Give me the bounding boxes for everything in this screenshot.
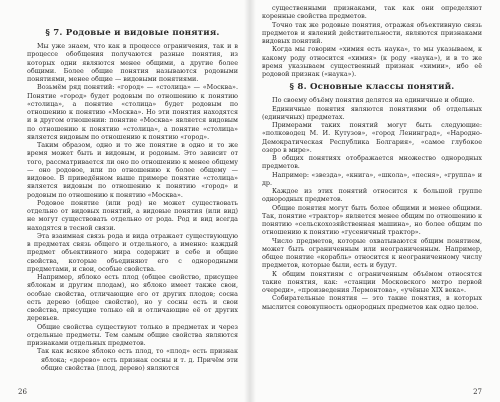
paragraph: Число предметов, которые охватываются общим понятием, может быть ограниченным или неограниченным. Например, общее понятие «корабль» относится к неограниченному числу предметов, которые были, есть и будут. [262,236,482,270]
paragraph: Эта взаимная связь рода и вида отражает существующую в предметах связь общего и отдельного, а именно: каждый предмет объективного мира содержит в себе и общие свойства, которые объединяют его с однородными предметами, и свои, особые свойства. [27,231,238,273]
paragraph: Например: «звезда», «книга», «школа», «песня», «группа» и др. [262,170,482,187]
paragraph: Точно так же родовые понятия, отражая объективную связь предметов и явлений действительности, являются признаками видовых понятий. [262,20,482,45]
paragraph: Когда мы говорим «химия есть наука», то мы указываем, к какому роду относится «химия» (к роду «наука»), и в то же время указываем существенный признак «химии», ибо её родовой признак («наука»). [262,45,482,78]
paragraph: В общих понятиях отображается множество однородных предметов. [262,154,482,171]
paragraph: Общие понятия могут быть более общими и менее общими. Так, понятие «трактор» является менее общим по отношению к понятию «сельскохозяйственная машина», но более общим по отношению к понятию «гусеничный трактор». [262,203,482,237]
paragraph: Каждое из этих понятий относится к большой группе однородных предметов. [262,187,482,204]
paragraph: Общие свойства существуют только в предметах и через отдельные предметы. Тем самым общие свойства являются признаками отдельных предметов. [27,322,238,347]
paragraph: По своему объёму понятия делятся на единичные и общие. [272,96,475,105]
paragraph: Мы уже знаем, что как в процессе ограничения, так и в процессе обобщения получаются разные понятия, из которых одни являются менее общими, а другие более общими. Более общие понятия называются родовыми понятиями, менее общие — видовыми понятиями. [27,42,238,83]
paragraph: Таким образом, одно и то же понятие в одно и то же время может быть и видовым, и родовым. Это зависит от того, рассматривается ли оно по отношению к менее общему — оно родовое, или по отношению к более общему — видовое. В приведённом выше примере понятие «столица» является видовым по отношению к понятию «город» и родовым по отношению к понятию «Москва». [27,141,238,199]
section-heading-8: § 8. Основные классы понятий. [289,82,455,93]
paragraph: существенными признаками, так как они определяют коренные свойства предметов. [262,4,482,21]
section-heading-7: § 7. Родовые и видовые понятия. [45,28,220,38]
left-page-text [27,28,238,378]
right-page [250,0,500,402]
page-number-right: 27 [473,388,482,396]
page-number-left: 26 [18,388,27,396]
paragraph: Родовое понятие (или род) не может существовать отдельно от видовых понятий, а видовые понятия (или вид) не могут существовать отдельно от рода. Род и вид всегда находятся в тесной связи. [27,198,238,232]
paragraph: Примерами таких понятий могут быть следующие: «полководец М. И. Кутузов», «город Ленинград», «Народно-Демократическая Республика Болгария», «самое глубокое озеро в мире». [262,121,482,154]
paragraph: Так как всякое яблоко есть плод, то «плод» есть признак яблока; «дерево» есть признак сосны и т. д. Причём эти общие свойства (плод, дерево) являются [37,347,238,372]
paragraph: Собирательные понятия — это такие понятия, в которых мыслится совокупность однородных предметов как одно целое. [262,294,482,311]
right-page-text [262,4,482,374]
paragraph: К общим понятиям с ограниченным объёмом относятся такие понятия, как: «станции Московского метро первой очереди», «произведения Лермонтова», «учёные XIX века». [262,269,482,294]
paragraph: Единичные понятия являются понятиями об отдельных (единичных) предметах. [262,104,482,121]
paragraph: Например, яблоко есть плод (общее свойство, присущее яблокам и другим плодам), но яблоко имеет также свои, особые свойства, отличающие его от других плодов; сосна есть дерево (общее свойство), но у сосны есть и свои свойства, присущие только ей и отличающие её от других деревьев. [27,273,238,323]
paragraph: Возьмём ряд понятий: «город» — «столица» — «Москва». Понятие «город» будет родовым по отношению к понятию «столица», а понятие «столица» будет родовым по отношению к понятию «Москва». Но эти понятия находятся и в другом отношении: понятие «Москва» является видовым по отношению к понятию «столица», а понятие «столица» является видовым по отношению к понятию «город». [27,83,238,141]
